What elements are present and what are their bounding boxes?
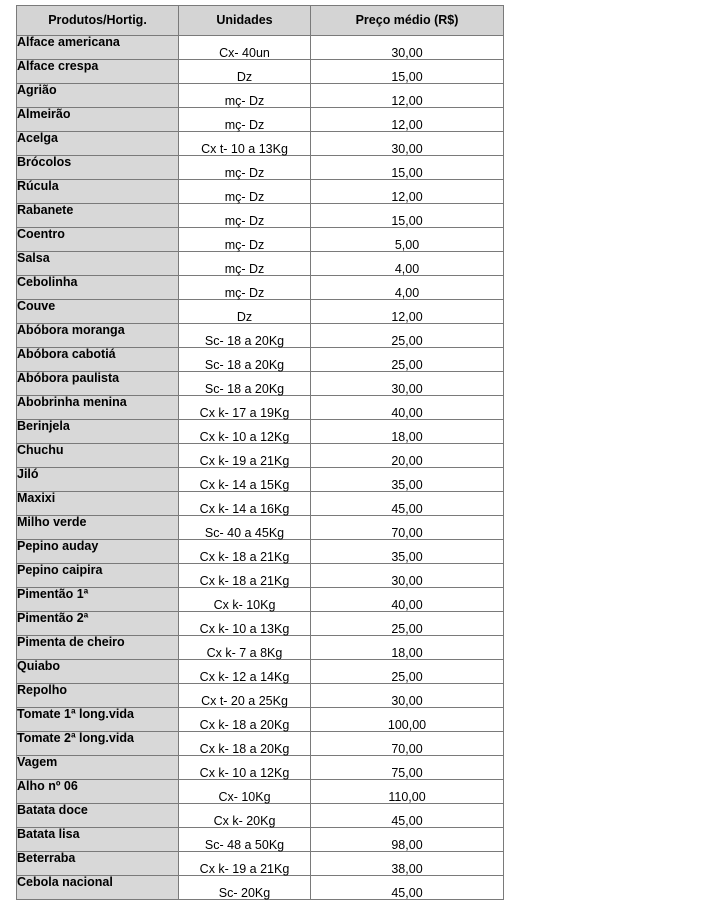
header-produtos: Produtos/Hortig. (17, 6, 179, 36)
unidade-cell: Cx t- 20 a 25Kg (179, 684, 311, 708)
unidade-cell: Cx k- 10 a 13Kg (179, 612, 311, 636)
unidade-cell: mç- Dz (179, 252, 311, 276)
produto-cell: Abóbora cabotiá (17, 348, 179, 372)
preco-cell: 18,00 (311, 636, 504, 660)
preco-cell: 30,00 (311, 132, 504, 156)
produto-cell: Almeirão (17, 108, 179, 132)
produto-cell: Brócolos (17, 156, 179, 180)
preco-cell: 30,00 (311, 564, 504, 588)
table-row (17, 660, 504, 684)
unidade-cell: Sc- 18 a 20Kg (179, 324, 311, 348)
produto-cell: Acelga (17, 132, 179, 156)
table-row (17, 36, 504, 60)
table-row (17, 780, 504, 804)
produto-cell: Quiabo (17, 660, 179, 684)
unidade-cell: Cx k- 19 a 21Kg (179, 444, 311, 468)
produto-cell: Coentro (17, 228, 179, 252)
unidade-cell: Cx k- 18 a 20Kg (179, 708, 311, 732)
preco-cell: 45,00 (311, 492, 504, 516)
produto-cell: Batata doce (17, 804, 179, 828)
unidade-cell: Cx k- 18 a 21Kg (179, 564, 311, 588)
produto-cell: Salsa (17, 252, 179, 276)
preco-cell: 40,00 (311, 396, 504, 420)
header-preco-medio: Preço médio (R$) (311, 6, 504, 36)
table-row (17, 300, 504, 324)
header-unidades: Unidades (179, 6, 311, 36)
produto-cell: Couve (17, 300, 179, 324)
table-row (17, 420, 504, 444)
table-header-row (17, 6, 504, 36)
table-row (17, 84, 504, 108)
preco-cell: 25,00 (311, 324, 504, 348)
table-row (17, 348, 504, 372)
produto-cell: Chuchu (17, 444, 179, 468)
produto-cell: Cebolinha (17, 276, 179, 300)
unidade-cell: mç- Dz (179, 108, 311, 132)
preco-cell: 25,00 (311, 348, 504, 372)
table-row (17, 108, 504, 132)
preco-cell: 25,00 (311, 612, 504, 636)
produto-cell: Beterraba (17, 852, 179, 876)
price-table (16, 5, 504, 900)
table-row (17, 132, 504, 156)
preco-cell: 25,00 (311, 660, 504, 684)
produto-cell: Abóbora paulista (17, 372, 179, 396)
unidade-cell: Sc- 20Kg (179, 876, 311, 900)
table-row (17, 396, 504, 420)
preco-cell: 45,00 (311, 876, 504, 900)
preco-cell: 15,00 (311, 204, 504, 228)
unidade-cell: mç- Dz (179, 180, 311, 204)
unidade-cell: Cx t- 10 a 13Kg (179, 132, 311, 156)
unidade-cell: Cx k- 17 a 19Kg (179, 396, 311, 420)
preco-cell: 15,00 (311, 60, 504, 84)
unidade-cell: Cx k- 10Kg (179, 588, 311, 612)
unidade-cell: Cx k- 7 a 8Kg (179, 636, 311, 660)
table-row (17, 492, 504, 516)
unidade-cell: Cx- 10Kg (179, 780, 311, 804)
produto-cell: Pimentão 1ª (17, 588, 179, 612)
produto-cell: Cebola nacional (17, 876, 179, 900)
produto-cell: Alface americana (17, 36, 179, 60)
produto-cell: Pimenta de cheiro (17, 636, 179, 660)
produto-cell: Agrião (17, 84, 179, 108)
unidade-cell: mç- Dz (179, 228, 311, 252)
unidade-cell: Cx k- 12 a 14Kg (179, 660, 311, 684)
table-row (17, 564, 504, 588)
unidade-cell: Dz (179, 60, 311, 84)
price-table-container (16, 5, 503, 900)
produto-cell: Batata lisa (17, 828, 179, 852)
produto-cell: Milho verde (17, 516, 179, 540)
produto-cell: Pepino caipira (17, 564, 179, 588)
preco-cell: 35,00 (311, 468, 504, 492)
produto-cell: Tomate 2ª long.vida (17, 732, 179, 756)
unidade-cell: Cx k- 18 a 21Kg (179, 540, 311, 564)
table-row (17, 588, 504, 612)
preco-cell: 12,00 (311, 84, 504, 108)
preco-cell: 110,00 (311, 780, 504, 804)
unidade-cell: mç- Dz (179, 276, 311, 300)
unidade-cell: Cx- 40un (179, 36, 311, 60)
table-row (17, 228, 504, 252)
preco-cell: 30,00 (311, 684, 504, 708)
preco-cell: 20,00 (311, 444, 504, 468)
unidade-cell: Cx k- 18 a 20Kg (179, 732, 311, 756)
table-row (17, 852, 504, 876)
table-row (17, 324, 504, 348)
preco-cell: 40,00 (311, 588, 504, 612)
preco-cell: 15,00 (311, 156, 504, 180)
table-row (17, 204, 504, 228)
unidade-cell: Dz (179, 300, 311, 324)
preco-cell: 45,00 (311, 804, 504, 828)
unidade-cell: Cx k- 14 a 16Kg (179, 492, 311, 516)
preco-cell: 12,00 (311, 300, 504, 324)
unidade-cell: Sc- 18 a 20Kg (179, 348, 311, 372)
unidade-cell: Cx k- 10 a 12Kg (179, 420, 311, 444)
produto-cell: Rabanete (17, 204, 179, 228)
unidade-cell: Cx k- 19 a 21Kg (179, 852, 311, 876)
preco-cell: 4,00 (311, 252, 504, 276)
unidade-cell: mç- Dz (179, 204, 311, 228)
preco-cell: 70,00 (311, 732, 504, 756)
table-row (17, 876, 504, 900)
preco-cell: 4,00 (311, 276, 504, 300)
table-row (17, 372, 504, 396)
table-row (17, 60, 504, 84)
produto-cell: Vagem (17, 756, 179, 780)
produto-cell: Tomate 1ª long.vida (17, 708, 179, 732)
unidade-cell: Cx k- 10 a 12Kg (179, 756, 311, 780)
table-row (17, 252, 504, 276)
table-row (17, 756, 504, 780)
table-row (17, 468, 504, 492)
preco-cell: 75,00 (311, 756, 504, 780)
table-row (17, 804, 504, 828)
table-row (17, 540, 504, 564)
preco-cell: 12,00 (311, 108, 504, 132)
produto-cell: Repolho (17, 684, 179, 708)
table-row (17, 180, 504, 204)
table-row (17, 612, 504, 636)
preco-cell: 70,00 (311, 516, 504, 540)
table-row (17, 156, 504, 180)
preco-cell: 30,00 (311, 36, 504, 60)
produto-cell: Alho nº 06 (17, 780, 179, 804)
produto-cell: Berinjela (17, 420, 179, 444)
produto-cell: Abobrinha menina (17, 396, 179, 420)
unidade-cell: Cx k- 20Kg (179, 804, 311, 828)
preco-cell: 5,00 (311, 228, 504, 252)
produto-cell: Abóbora moranga (17, 324, 179, 348)
preco-cell: 35,00 (311, 540, 504, 564)
unidade-cell: Sc- 40 a 45Kg (179, 516, 311, 540)
unidade-cell: mç- Dz (179, 84, 311, 108)
preco-cell: 98,00 (311, 828, 504, 852)
unidade-cell: Sc- 18 a 20Kg (179, 372, 311, 396)
produto-cell: Pimentão 2ª (17, 612, 179, 636)
unidade-cell: Cx k- 14 a 15Kg (179, 468, 311, 492)
produto-cell: Rúcula (17, 180, 179, 204)
preco-cell: 18,00 (311, 420, 504, 444)
table-row (17, 276, 504, 300)
table-row (17, 684, 504, 708)
table-row (17, 636, 504, 660)
preco-cell: 30,00 (311, 372, 504, 396)
produto-cell: Maxixi (17, 492, 179, 516)
table-body (17, 36, 504, 900)
unidade-cell: Sc- 48 a 50Kg (179, 828, 311, 852)
unidade-cell: mç- Dz (179, 156, 311, 180)
table-row (17, 828, 504, 852)
table-row (17, 732, 504, 756)
table-row (17, 444, 504, 468)
produto-cell: Jiló (17, 468, 179, 492)
produto-cell: Alface crespa (17, 60, 179, 84)
preco-cell: 38,00 (311, 852, 504, 876)
preco-cell: 12,00 (311, 180, 504, 204)
table-row (17, 708, 504, 732)
produto-cell: Pepino auday (17, 540, 179, 564)
preco-cell: 100,00 (311, 708, 504, 732)
table-row (17, 516, 504, 540)
